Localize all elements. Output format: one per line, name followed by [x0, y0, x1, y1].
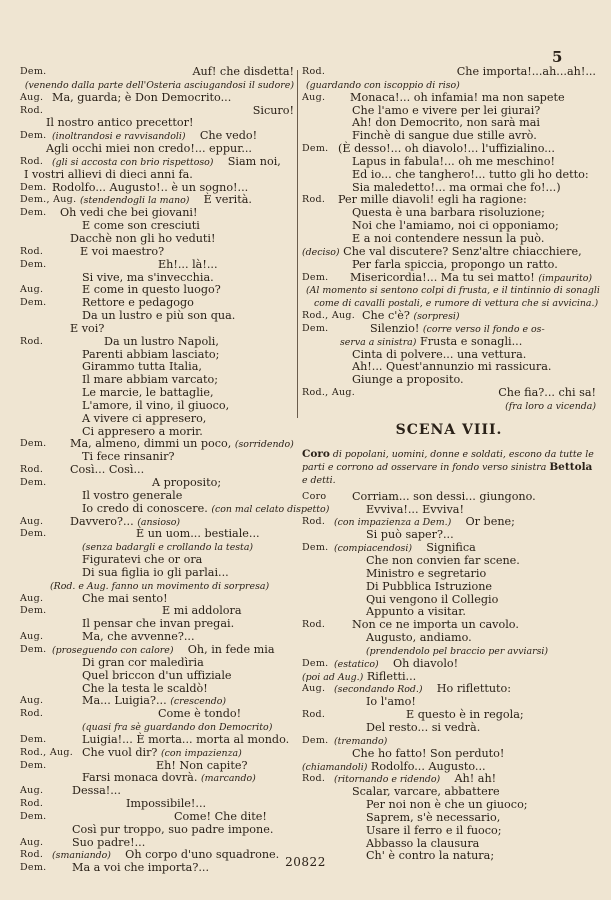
dialogue-text: Ah!... Quest'annunzio mi rassicura. [352, 360, 552, 374]
speaker-name: Rod., Aug. [302, 387, 356, 399]
dialogue-text: Suo padre!... [72, 835, 146, 849]
dialogue-text: Finchè di sangue due stille avrò. [352, 129, 537, 143]
line-content [302, 671, 416, 685]
dialogue-text: Del resto... si vedrà. [366, 720, 481, 734]
stage-direction: (ritornando e ridendo) [334, 774, 441, 786]
dialogue-text: E voi? [70, 321, 105, 335]
dialogue-text: Oh vedi che bei giovani! [60, 206, 198, 220]
verse-line [302, 297, 599, 310]
dialogue-text: Da un lustro Napoli, [104, 334, 219, 348]
line-content [366, 722, 480, 735]
speaker-name: Dem. [20, 733, 47, 745]
dialogue-text: Significa [426, 541, 476, 555]
line-content [366, 632, 472, 645]
speaker-name: Dem. [20, 759, 47, 771]
stage-direction: (con impazienza) [161, 747, 242, 759]
dialogue-text: Ah! ah! [454, 772, 497, 786]
dialogue-text: Così... Così... [70, 463, 145, 477]
stage-direction: (gli si accosta con brio rispettoso) [52, 156, 214, 168]
verse-line [302, 504, 596, 517]
dialogue-text: Il mare abbiam varcato; [82, 373, 219, 387]
speaker-name: Rod., Aug. [20, 746, 74, 758]
speaker-name: Dem. [20, 297, 47, 309]
speaker-name: Dem. [302, 271, 329, 283]
dialogue-text: Corriam... son dessi... giungono. [352, 489, 536, 503]
line-content [352, 374, 464, 387]
dialogue-text: Ma... Luigia?... [82, 694, 167, 708]
speaker-name: Rod. [20, 245, 44, 257]
line-content [46, 143, 252, 156]
dialogue-text: Questa è una barbara risoluzione; [352, 206, 545, 220]
stage-direction: (compiacendosi) [334, 543, 412, 555]
dialogue-text: Auf! che disdetta! [192, 65, 294, 78]
dialogue-text: Ministro e segretario [366, 566, 487, 580]
stage-direction: (corre verso il fondo e os- [422, 323, 545, 335]
speaker-name: Aug. [20, 284, 44, 296]
verse-line [20, 695, 294, 708]
dialogue-text: Di Pubblica Istruzione [366, 579, 493, 593]
speaker-name: Dem. [20, 438, 47, 450]
speaker-name: Aug. [20, 592, 44, 604]
stage-direction: (sorridendo) [234, 439, 294, 451]
speaker-name: Rod. [302, 516, 326, 528]
dialogue-text: Or bene; [465, 515, 515, 529]
speaker-name: Rod. [302, 709, 326, 721]
speaker-name: Dem. [302, 143, 329, 155]
dialogue-text: Come è tondo! [158, 707, 242, 721]
stage-direction: (poi ad Aug.) [302, 671, 364, 683]
dialogue-text: Da un lustro e più son qua. [82, 309, 236, 323]
dialogue-text: Ma a voi che importa?... [72, 861, 210, 875]
dialogue-text: Si può saper?... [366, 528, 454, 542]
dialogue-text: A vivere ci appresero, [82, 411, 207, 425]
stage-direction: (secondando Rod.) [334, 684, 423, 696]
dialogue-text: Che l'amo e vivere per lei giurai? [352, 103, 541, 117]
line-content [82, 310, 235, 323]
stage-direction: (ansioso) [137, 516, 181, 528]
speaker-name: Dem. [302, 322, 329, 334]
line-content [80, 246, 164, 259]
right-column [302, 65, 600, 863]
speaker-name: Aug. [302, 683, 326, 695]
speaker-name: Aug. [20, 91, 44, 103]
dialogue-text: Ti fece rinsanir? [82, 450, 175, 464]
speaker-name: Dem. [20, 528, 47, 540]
verse-line [20, 593, 294, 606]
dialogue-text: Oh diavolo! [392, 656, 459, 670]
speaker-name: Rod. [20, 708, 44, 720]
speaker-name: Coro [302, 490, 327, 502]
stage-direction: (proseguendo con calore) [52, 644, 174, 656]
stage-direction: (venendo dalla parte dell'Osteria asciugandosi il sudore) [24, 79, 294, 91]
dialogue-text: I vostri allievi di dieci anni fa. [24, 167, 193, 181]
stage-direction: (senza badargli e crollando la testa) [82, 542, 254, 554]
dialogue-text: Quel briccon d'un uffiziale [82, 668, 232, 682]
speaker-name: Rod. [302, 773, 326, 785]
speaker-name: Rod. [20, 155, 44, 167]
dialogue-text: Giunge a proposito. [352, 373, 464, 387]
dialogue-text: Per mille diavoli! egli ha ragione: [338, 193, 527, 207]
dialogue-text: Rifletti... [366, 669, 417, 683]
dialogue-text: Ah! don Democrito, non sarà mai [352, 116, 541, 130]
speaker-name: Rod. [302, 619, 326, 631]
dialogue-text: Che ho fatto! Son perduto! [352, 746, 505, 760]
speaker-name: Dem. [20, 130, 47, 142]
stage-direction: (fra loro a vicenda) [505, 400, 596, 412]
dialogue-text: Saprem, s'è necessario, [366, 810, 501, 824]
stage-direction [505, 400, 596, 414]
dialogue-text: E come son cresciuti [82, 219, 200, 233]
speaker-name: Rod. [20, 464, 44, 476]
speaker-name: Aug. [302, 91, 326, 103]
dialogue-text: Che vedo! [199, 129, 258, 143]
line-content [82, 593, 168, 606]
stage-direction: (con mal celato dispetto) [211, 503, 330, 515]
stage-direction: (sorpresi) [413, 311, 460, 323]
dialogue-text: Io credo di conoscere. [82, 501, 208, 515]
verse-line [302, 272, 596, 285]
verse-line [20, 246, 294, 259]
dialogue-text: Così pur troppo, suo padre impone. [72, 822, 274, 836]
dialogue-text: Che mai sento! [82, 591, 168, 605]
dialogue-text: L'amore, il vino, il giuoco, [82, 398, 230, 412]
dialogue-text: Come! Che dite! [174, 809, 267, 823]
stage-direction: (prendendolo pel braccio per avviarsi) [366, 645, 549, 657]
dialogue-text: Che fia?... chi sa! [498, 386, 596, 400]
stage-direction: (smaniando) [52, 850, 111, 862]
dialogue-text: Sia maledetto!... ma ormai che fo!...) [352, 180, 561, 194]
verse-line [302, 683, 596, 696]
dialogue-text: Si vive, ma s'invecchia. [82, 270, 214, 284]
dialogue-text: E mi addolora [162, 604, 242, 618]
stage-direction: (Al momento si sentono colpi di frusta, e il tintinnio di sonagli [306, 285, 600, 297]
speaker-name: Aug. [20, 515, 44, 527]
verse-line [20, 66, 294, 79]
speaker-name: Rod. [20, 104, 44, 116]
dialogue-text: Il pensar che invan pregai. [82, 617, 235, 631]
speaker-name: Dem. [20, 605, 47, 617]
dialogue-text: Ch' è contro la natura; [366, 849, 495, 863]
dialogue-text: Ma, che avvenne?... [82, 630, 195, 644]
dialogue-text: Il nostro antico precettor! [46, 116, 194, 130]
speaker-name: Dem. [20, 810, 47, 822]
stage-direction: (estatico) [334, 658, 379, 670]
speaker-name: Dem. [302, 542, 329, 554]
verse-line [20, 501, 330, 516]
speaker-name: Dem., Aug. [20, 194, 77, 206]
speaker-name: Rod. [20, 335, 44, 347]
verse-line [20, 451, 294, 464]
scene-heading: SCENA VIII. [395, 421, 503, 438]
stage-direction: (Rod. e Aug. fanno un movimento di sorpresa) [50, 580, 270, 592]
page-number: 5 [552, 48, 563, 66]
speaker-name: Rod. [20, 849, 44, 861]
dialogue-text: Siam noi, [227, 154, 281, 168]
speaker-name: Aug. [20, 836, 44, 848]
print-code: 20822 [285, 855, 326, 869]
verse-line [20, 567, 294, 580]
verse-line [302, 387, 596, 400]
speaker-name: Dem. [20, 258, 47, 270]
verse-line [20, 310, 294, 323]
line-content [158, 708, 241, 721]
dialogue-text: Usare il ferro e il fuoco; [366, 823, 502, 837]
verse-line [302, 284, 600, 297]
verse-line [20, 182, 294, 195]
dialogue-text: Impossibile!... [126, 797, 207, 811]
dialogue-text: Che c'è? [362, 309, 410, 323]
dialogue-text: Cinta di polvere... una vettura. [352, 347, 527, 361]
character-group: Coro [302, 447, 330, 460]
line-content [136, 528, 260, 541]
line-content [82, 567, 229, 580]
line-content [366, 504, 464, 517]
dialogue-text: Rettore e pedagogo [82, 296, 194, 310]
line-content [70, 323, 104, 336]
line-content [70, 464, 144, 477]
line-content [46, 117, 193, 130]
stage-direction: (chiamandoli) [302, 761, 368, 773]
dialogue-text: Rodolfo... Augusto... [370, 759, 486, 773]
dialogue-text: Agli occhi miei non credo!... eppur... [46, 142, 252, 156]
verse-line [302, 310, 596, 323]
dialogue-text: Per farla spiccia, propongo un ratto. [352, 257, 558, 271]
line-content [314, 297, 598, 311]
verse-line [20, 772, 294, 785]
dialogue-text: Lapus in fabula!... oh me meschino! [352, 154, 555, 168]
speaker-name: Dem. [302, 734, 329, 746]
dialogue-text: Di gran cor maledìria [82, 655, 204, 669]
dialogue-text: Dessa!... [72, 784, 121, 798]
stage-direction: (tremando) [334, 735, 388, 747]
dialogue-text: Farsi monaca dovrà. [82, 771, 198, 785]
dialogue-text: Qui vengono il Collegio [366, 592, 499, 606]
speaker-name: Dem. [302, 657, 329, 669]
verse-line [20, 528, 294, 541]
dialogue-text: E come in questo luogo? [82, 283, 221, 297]
dialogue-text: Davvero?... [70, 514, 134, 528]
dialogue-text: Le marcie, le battaglie, [82, 386, 214, 400]
verse-line [20, 708, 294, 721]
dialogue-text: Che vuol dir? [82, 745, 158, 759]
dialogue-text: Ed io... che tanghero!... tutto gli ho detto: [352, 167, 589, 181]
verse-line [302, 722, 596, 735]
dialogue-text: E voi maestro? [80, 244, 165, 258]
stage-direction: (guardando con iscoppio di riso) [306, 79, 460, 91]
dialogue-text: Che importa!...ah...ah!... [456, 65, 596, 78]
dialogue-text: È un uom... bestiale... [136, 527, 260, 541]
dialogue-text: Appunto a visitar. [366, 605, 466, 619]
dialogue-text: Di sua figlia io gli parlai... [82, 565, 229, 579]
dialogue-text: E questo è in regola; [406, 708, 524, 722]
dialogue-text: Sicuro! [252, 103, 294, 117]
stage-direction: come di cavalli postali, e rumore di vettura che si avvicina.) [314, 298, 599, 310]
scene-stage-direction [302, 447, 596, 491]
dialogue-text: Ho riflettuto: [436, 682, 512, 696]
stage-direction: (deciso) [302, 246, 340, 258]
line-content [306, 284, 600, 298]
stage-direction: (quasi fra sè guardando don Democrito) [82, 722, 273, 734]
dialogue-text: Scalar, varcare, abbattere [352, 785, 500, 799]
speaker-name: Dem. [20, 207, 47, 219]
line-content [350, 272, 592, 286]
dialogue-text: Frusta e sonagli... [420, 334, 523, 348]
speaker-name: Rod. [302, 66, 326, 77]
verse-line [302, 632, 596, 645]
dialogue-text: Che val discutere? Senz'altre chiacchiere, [343, 244, 582, 258]
stage-direction: e detti. [302, 474, 336, 486]
dialogue-text: Ma, almeno, dimmi un poco, [70, 437, 232, 451]
dialogue-text: Oh, in fede mia [187, 642, 275, 656]
stage-direction: (impaurito) [538, 272, 593, 284]
verse-line [302, 400, 596, 413]
dialogue-text: Io l'amo! [366, 695, 416, 709]
dialogue-text: Per noi non è che un giuoco; [366, 798, 528, 812]
dialogue-text: Abbasso la clausura [366, 836, 480, 850]
character-group: Bettola [549, 460, 593, 473]
speaker-name: Aug. [20, 785, 44, 797]
speaker-name: Rod. [20, 798, 44, 810]
verse-line [20, 92, 294, 105]
line-content [72, 785, 121, 798]
dialogue-text: Rodolfo... Augusto!.. è un sogno!... [52, 180, 249, 194]
column-divider [297, 70, 298, 418]
speaker-name: Rod., Aug. [302, 310, 356, 322]
line-content [334, 683, 511, 697]
dialogue-text: Eh!... là!... [158, 257, 218, 271]
dialogue-text: Noi che l'amiamo, noi ci opponiamo; [352, 219, 559, 233]
dialogue-text: Oh corpo d'uno squadrone. [125, 848, 280, 862]
stage-direction: (crescendo) [170, 696, 227, 708]
dialogue-text: È verità. [203, 193, 252, 207]
stage-direction: serva a sinistra) [340, 336, 417, 348]
verse-line [302, 658, 596, 671]
stage-direction: (stendendogli la mano) [80, 195, 190, 207]
line-content [52, 92, 231, 105]
speaker-name: Dem. [20, 181, 47, 193]
dialogue-text: Girammo tutta Italia, [82, 360, 202, 374]
dialogue-text: Misericordia!... Ma tu sei matto! [350, 270, 535, 284]
dialogue-text: Dacchè non gli ho veduti! [70, 231, 216, 245]
dialogue-text: Monaca!... oh infamia! ma non sapete [350, 90, 565, 104]
dialogue-text: Che non convien far scene. [366, 554, 520, 567]
speaker-name: Dem. [20, 66, 47, 77]
dialogue-text: Parenti abbiam lasciato; [82, 347, 220, 361]
stage-direction: (con impazienza a Dem.) [334, 517, 452, 529]
verse-line [20, 824, 294, 837]
stage-direction: (marcando) [200, 773, 256, 785]
dialogue-text: Luigia!... È morta... morta al mondo. [82, 732, 290, 746]
speaker-name: Aug. [20, 631, 44, 643]
dialogue-text: Il vostro generale [82, 488, 183, 502]
dialogue-text: Silenzio! [370, 321, 420, 335]
dialogue-text: Non ce ne importa un cavolo. [352, 618, 519, 632]
speaker-name: Dem. [20, 477, 47, 488]
dialogue-text: (È desso!... oh diavolo!... l'uffizialino... [338, 142, 555, 156]
dialogue-text: Figuratevi che or ora [82, 553, 203, 567]
stage-direction: di popolani, uomini, donne e soldati, escono da tutte le parti e corrono ad osservare in fondo verso sinistra [302, 448, 594, 473]
speaker-name: Aug. [20, 695, 44, 707]
dialogue-text: Ma, guarda; è Don Democrito... [52, 90, 232, 104]
dialogue-text: Augusto, andiamo. [366, 631, 472, 645]
dialogue-text: E a noi contendere nessun la può. [352, 231, 545, 245]
dialogue-text: Ci appresero a morir. [82, 424, 203, 438]
speaker-name: Dem. [20, 643, 47, 655]
dialogue-text: Che la testa le scaldò! [82, 681, 208, 695]
verse-line [302, 66, 596, 79]
speaker-name: Dem. [20, 862, 47, 874]
dialogue-text: A proposito; [152, 476, 222, 489]
speaker-name: Rod. [302, 194, 326, 206]
dialogue-text: Evviva!... Evviva! [366, 502, 464, 516]
dialogue-text: Eh! Non capite? [156, 758, 248, 772]
stage-direction: (inoltrandosi e ravvisandoli) [52, 131, 186, 143]
